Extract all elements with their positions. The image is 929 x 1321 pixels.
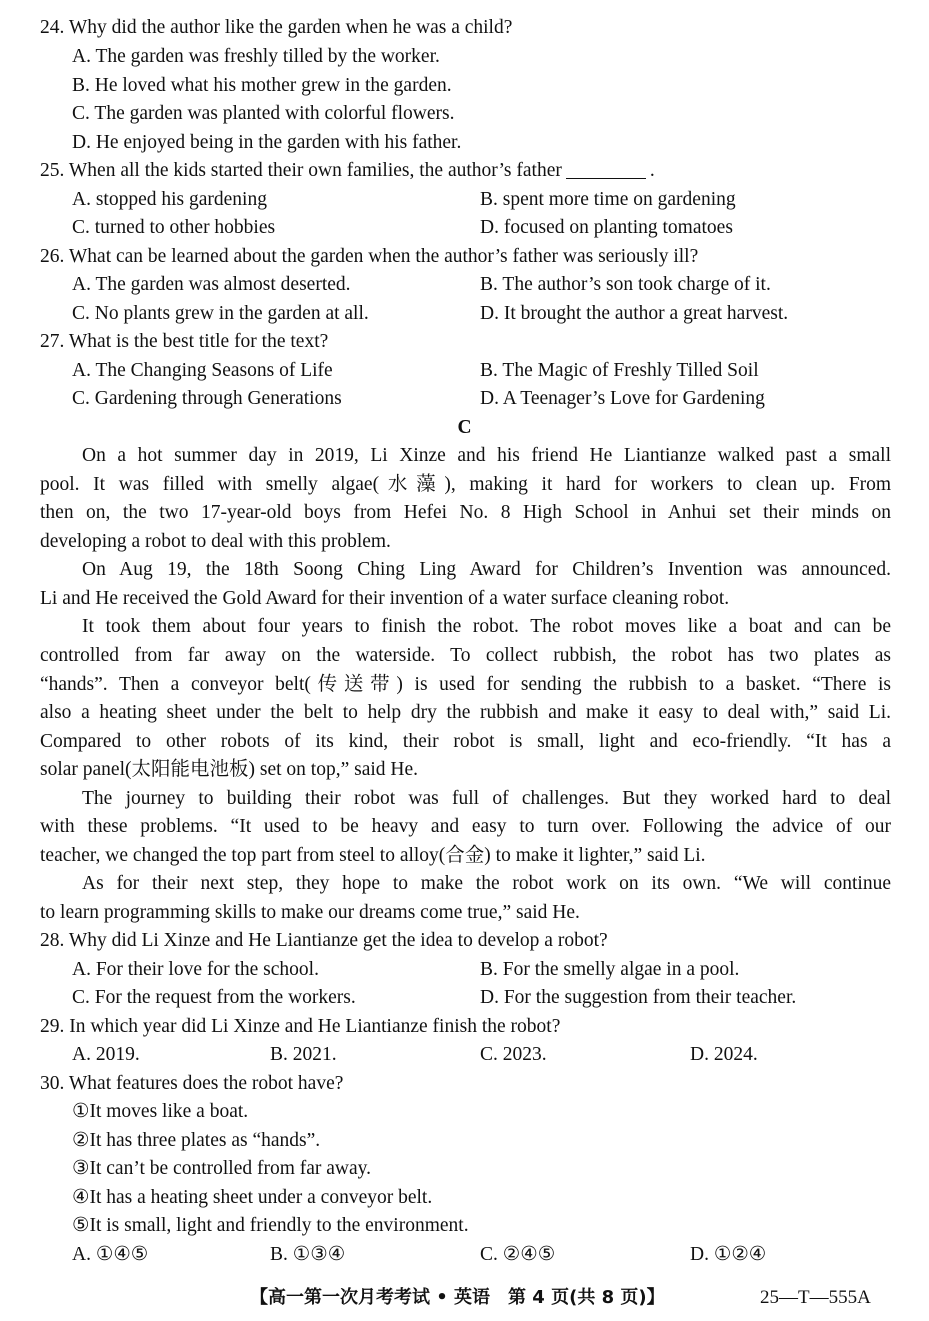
- q30-item: ⑤It is small, light and friendly to the environment.: [72, 1215, 469, 1236]
- q25-option-d: D. focused on planting tomatoes: [480, 217, 733, 238]
- q27-option-b: B. The Magic of Freshly Tilled Soil: [480, 360, 759, 381]
- q25-option-c: C. turned to other hobbies: [72, 217, 276, 238]
- q30-item: ①It moves like a boat.: [72, 1101, 249, 1122]
- passage-line: It took them about four years to finish the robot. The robot moves like a boat and can be: [82, 616, 891, 637]
- passage-line: with these problems. “It used to be heavy and easy to turn over. Following the advice of our: [40, 816, 891, 837]
- footer-code: 25—T—555A: [760, 1287, 871, 1308]
- q26-option-c: C. No plants grew in the garden at all.: [72, 303, 369, 324]
- q27-option-d: D. A Teenager’s Love for Gardening: [480, 388, 765, 409]
- q29-option-b: B. 2021.: [270, 1044, 337, 1065]
- q28-option-d: D. For the suggestion from their teacher.: [480, 987, 797, 1008]
- q29-option-d: D. 2024.: [690, 1044, 758, 1065]
- passage-line: also a heating sheet under the belt to help dry the rubbish and make it easy to deal with,” said Li.: [40, 702, 891, 723]
- q30-item: ④It has a heating sheet under a conveyor belt.: [72, 1187, 433, 1208]
- q25-stem-line: [40, 157, 655, 185]
- q26-stem: 26. What can be learned about the garden when the author’s father was seriously ill?: [40, 246, 699, 267]
- q30-option-c: C. ②④⑤: [480, 1244, 556, 1265]
- q29-option-a: A. 2019.: [72, 1044, 140, 1065]
- passage-line: controlled from far away on the waterside. To collect rubbish, the robot has two plates as: [40, 645, 891, 666]
- passage-line: teacher, we changed the top part from steel to alloy(合金) to make it lighter,” said Li.: [40, 845, 706, 866]
- footer-title: 【高一第一次月考考试 • 英语 第 4 页(共 8 页)】: [250, 1287, 665, 1308]
- q25-stem-end: .: [649, 160, 655, 181]
- passage-line: solar panel(太阳能电池板) set on top,” said He.: [40, 759, 419, 780]
- q26-option-b: B. The author’s son took charge of it.: [480, 274, 771, 295]
- q25-stem: 25. When all the kids started their own families, the author’s father: [40, 160, 562, 181]
- q29-stem: 29. In which year did Li Xinze and He Liantianze finish the robot?: [40, 1016, 561, 1037]
- q24-stem: 24. Why did the author like the garden when he was a child?: [40, 17, 513, 38]
- passage-line: then on, the two 17-year-old boys from Hefei No. 8 High School in Anhui set their minds on: [40, 502, 891, 523]
- q30-option-a: A. ①④⑤: [72, 1244, 149, 1265]
- passage-line: developing a robot to deal with this problem.: [40, 531, 391, 552]
- q26-option-d: D. It brought the author a great harvest.: [480, 303, 789, 324]
- passage-line: to learn programming skills to make our dreams come true,” said He.: [40, 902, 580, 923]
- q25-option-a: A. stopped his gardening: [72, 189, 267, 210]
- answer-blank: [566, 178, 646, 179]
- q29-option-c: C. 2023.: [480, 1044, 547, 1065]
- q28-option-b: B. For the smelly algae in a pool.: [480, 959, 740, 980]
- passage-line: “hands”. Then a conveyor belt(传送带) is used for sending the rubbish to a basket. “There is: [40, 674, 891, 695]
- passage-line: pool. It was filled with smelly algae(水藻), making it hard for workers to clean up. From: [40, 474, 891, 495]
- passage-line: Li and He received the Gold Award for their invention of a water surface cleaning robot.: [40, 588, 730, 609]
- q30-stem: 30. What features does the robot have?: [40, 1073, 344, 1094]
- passage-line: On a hot summer day in 2019, Li Xinze and his friend He Liantianze walked past a small: [82, 445, 891, 466]
- passage-line: On Aug 19, the 18th Soong Ching Ling Award for Children’s Invention was announced.: [82, 559, 891, 580]
- q24-option-d: D. He enjoyed being in the garden with his father.: [72, 132, 462, 153]
- q30-item: ③It can’t be controlled from far away.: [72, 1158, 372, 1179]
- passage-line: Compared to other robots of its kind, their robot is small, light and eco-friendly. “It has a: [40, 731, 891, 752]
- q27-stem: 27. What is the best title for the text?: [40, 331, 329, 352]
- q28-option-c: C. For the request from the workers.: [72, 987, 356, 1008]
- q27-option-c: C. Gardening through Generations: [72, 388, 342, 409]
- q30-option-d: D. ①②④: [690, 1244, 767, 1265]
- q30-option-b: B. ①③④: [270, 1244, 346, 1265]
- q30-item: ②It has three plates as “hands”.: [72, 1130, 321, 1151]
- section-heading: C: [457, 417, 472, 438]
- q25-option-b: B. spent more time on gardening: [480, 189, 736, 210]
- q26-option-a: A. The garden was almost deserted.: [72, 274, 351, 295]
- q28-option-a: A. For their love for the school.: [72, 959, 319, 980]
- q24-option-a: A. The garden was freshly tilled by the worker.: [72, 46, 440, 67]
- q28-stem: 28. Why did Li Xinze and He Liantianze get the idea to develop a robot?: [40, 930, 608, 951]
- passage-line: As for their next step, they hope to make the robot work on its own. “We will continue: [82, 873, 891, 894]
- passage-line: The journey to building their robot was full of challenges. But they worked hard to deal: [82, 788, 891, 809]
- q24-option-b: B. He loved what his mother grew in the garden.: [72, 75, 452, 96]
- q24-option-c: C. The garden was planted with colorful flowers.: [72, 103, 455, 124]
- q27-option-a: A. The Changing Seasons of Life: [72, 360, 333, 381]
